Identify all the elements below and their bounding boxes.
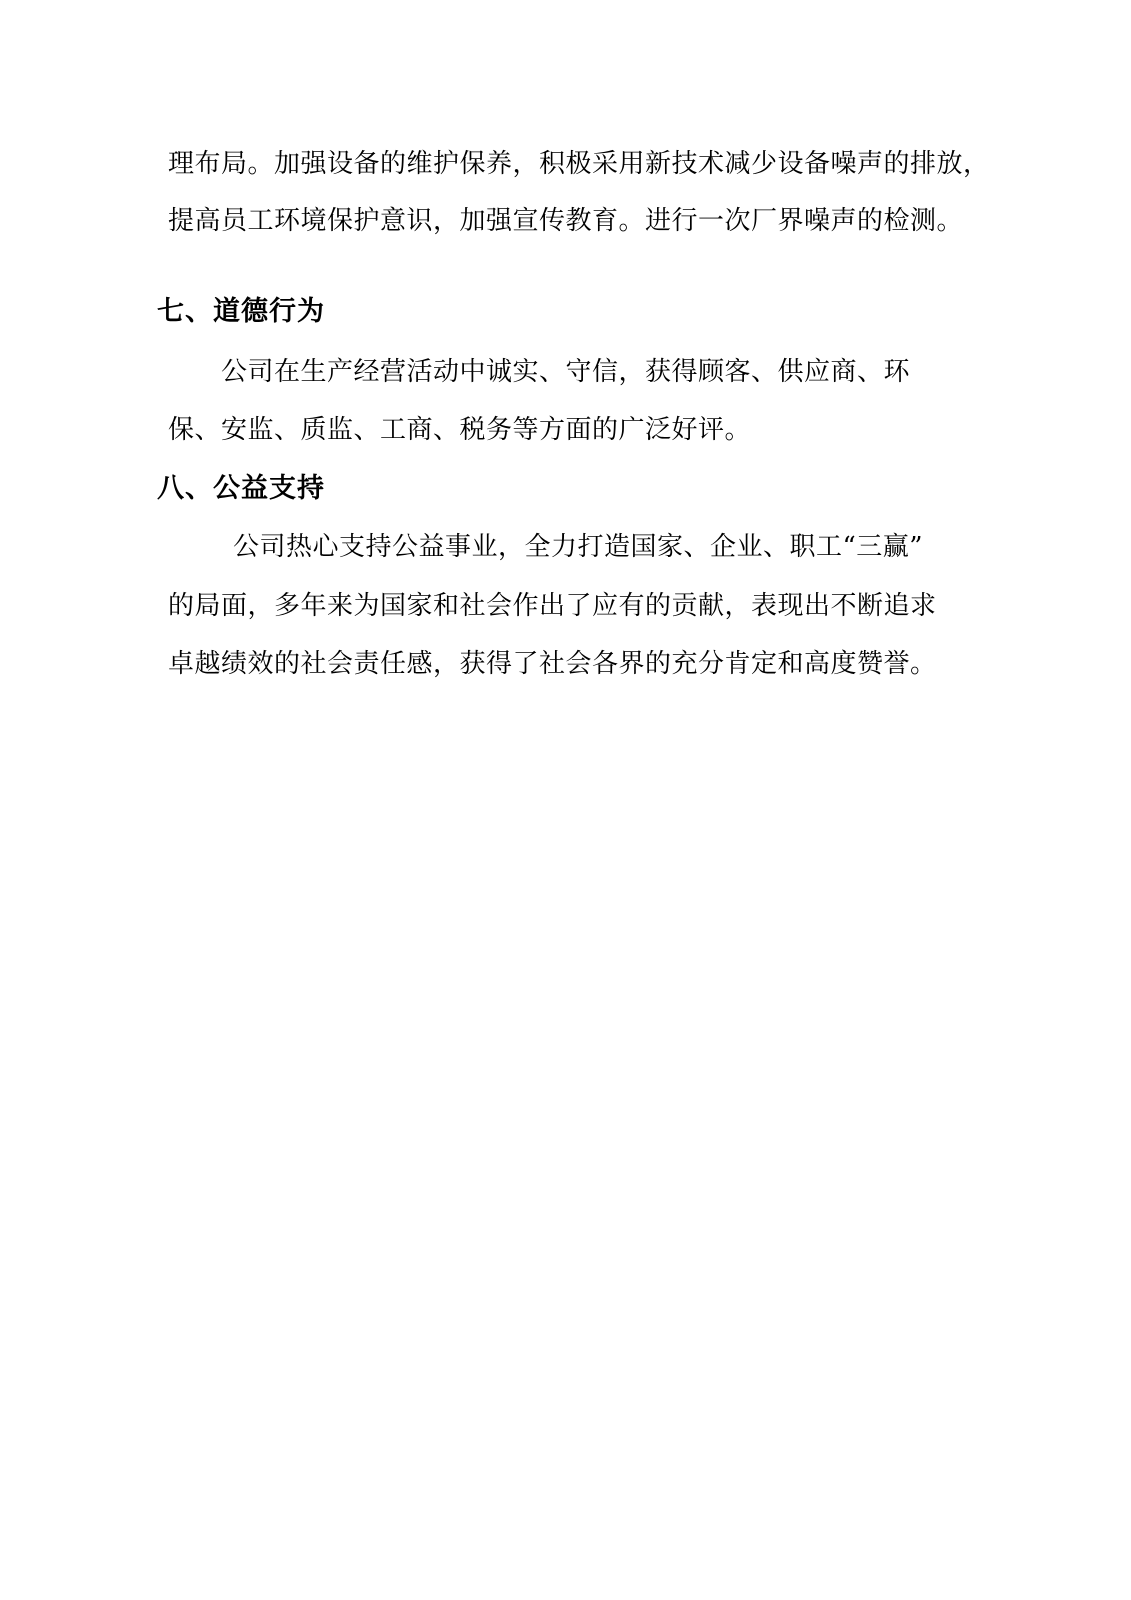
body-text-line: 理布局。加强设备的维护保养，积极采用新技术减少设备噪声的排放， bbox=[168, 149, 990, 179]
body-text-line: 提高员工环境保护意识，加强宣传教育。进行一次厂界噪声的检测。 bbox=[168, 206, 964, 236]
body-text-line: 公司在生产经营活动中诚实、守信，获得顾客、供应商、环 bbox=[221, 357, 911, 387]
section-heading-ethics: 七、道德行为 bbox=[157, 296, 325, 327]
body-text-line: 公司热心支持公益事业，全力打造国家、企业、职工“三赢” bbox=[233, 532, 924, 562]
body-text-line: 保、安监、质监、工商、税务等方面的广泛好评。 bbox=[168, 415, 752, 445]
section-heading-public-welfare: 八、公益支持 bbox=[157, 473, 325, 504]
body-text-line: 卓越绩效的社会责任感，获得了社会各界的充分肯定和高度赞誉。 bbox=[168, 649, 937, 679]
body-text-line: 的局面，多年来为国家和社会作出了应有的贡献，表现出不断追求 bbox=[168, 591, 937, 621]
